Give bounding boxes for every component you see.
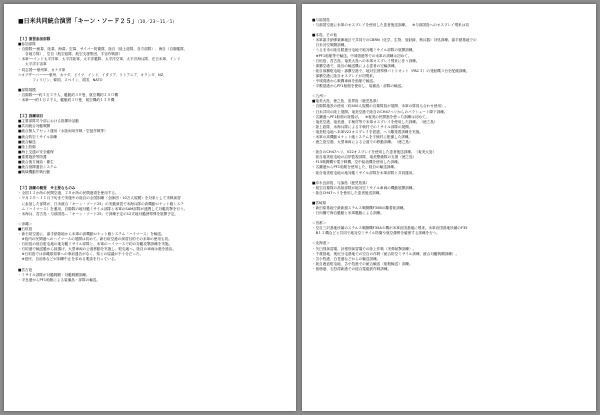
text-line: ・米軍───約１万２千人、艦艇約１０隻、航空機約１２０機	[18, 98, 115, 103]
text-line: ☆オブザーバー───豪州、カナダ、ドイツ、インド、イタリア、リトアニア、オランダ、NZ、	[18, 72, 167, 77]
text-line: ・中城湾港から戦闘車両を船舶で輸送。	[312, 79, 377, 84]
text-line: ・日米共同の陸上展開。奄美空港で陸自のCH47ヘリからのパラシュート降下訓練。	[312, 109, 448, 114]
text-line: ・米軍──インド太平洋軍、太平洋陸軍、太平洋艦隊、太平洋空軍、太平洋海兵隊、在日米軍、インド	[18, 57, 181, 62]
text-line: ＜北海道＞	[312, 241, 330, 246]
text-line: ・平敷屋港からPF1船舶を使用し、装備品・部隊の輸送。	[312, 84, 405, 89]
section-heading: 【３】訓練の概要 ※主要なものみ	[18, 186, 76, 191]
text-line: ■本島、その他	[312, 33, 337, 38]
text-line: フィリピン、韓国、スペイン、英国、NATO	[18, 77, 103, 82]
text-line: ・平良港からPF1船舶による装備品・部隊の輸送。	[18, 277, 100, 282]
text-line: 各地方隊）、空自（航空総隊、航空支援集団、宇宙作戦群）	[18, 52, 123, 57]
right-page-content	[312, 18, 582, 272]
left-text-block	[18, 37, 284, 283]
text-line: ■主要部隊司令部における指揮所活動	[18, 119, 79, 124]
text-line: ・苫小牧港、白老港などからの輸送訓練。	[312, 256, 381, 261]
text-line: ・ミサイル部隊が対艦戦闘・対艦戦闘訓練。	[18, 272, 90, 277]
text-line: ・奄美駐屯地へ米軍V22オスプレイを派遣、ヘリ離発着訓練を実施。	[312, 129, 423, 134]
text-line: ・全国１２か所の民間空港、２０か所の民間港湾を使用する。	[18, 191, 119, 196]
text-line: ・新石垣空港に、嘉手納基地から米軍の高機動ロケット砲システム「ハイマース」を輸送。	[18, 232, 165, 236]
text-line: に参加した部隊が、日米統合「キーン・ソード25」の実動演習で米海兵隊の高機動ロケット砲システ	[18, 201, 184, 206]
text-line: 陸自奄美駐屯地の沿岸監視部隊、奄美警備隊の支援（徳之島）	[312, 155, 417, 160]
text-line: ※島民、自治体などが訓練中止を求める要請を行っている。	[18, 257, 119, 262]
text-line: ＜首都＞	[312, 221, 327, 226]
text-line: ■海上交通の安全確保	[18, 149, 54, 154]
text-line: ・米海兵、宮古島・与那国島…「キーン・ソード25」で訓練予定の12式地対艦誘導弾を展開予定。	[18, 211, 179, 216]
right-text-block	[312, 18, 582, 272]
section-heading: 【１】演習参加部隊	[18, 37, 51, 41]
text-line: ・自衛隊施設の使用（約400人規模の自衛隊員が展開、米軍の隊員も合わせ使用）。	[312, 104, 449, 109]
text-line: ■統合無人アセット運用（水陸両用作戦・空挺作戦等）	[18, 129, 108, 134]
text-line: ・同志国──豪州軍、カナダ軍	[18, 67, 66, 72]
text-line: ＜沖縄＞	[18, 221, 33, 226]
left-page-content	[18, 18, 284, 283]
paragraph-gap	[18, 175, 284, 180]
text-line: ■統合後方補給・衛生	[18, 159, 54, 164]
text-line: ※島内の民間港へのハイマースの展開は初めて。新石垣空港の演習目的での米軍の使用も初。	[18, 237, 172, 242]
text-line: ・自衛隊───約３万３千人、艦艇約３０隻、航空機約２５０機	[18, 92, 118, 97]
title-period: （10／23～11／1）	[137, 20, 177, 25]
text-line: 日米対空戦闘訓練。	[312, 43, 348, 48]
text-line: ・９月２０～１１月下旬まで実施中の陸自の全国訓練（全師団・10万人規模）を対象として実戦演習	[18, 196, 181, 201]
text-line: ■共同統合対艦戦闘	[18, 124, 51, 129]
text-line: ■統合指揮通信システム	[18, 165, 57, 170]
text-line: ・石垣港で輸送艦から陸揚げ、大型車両の公道移動を実施し、駐屯地へ。陸自の車両は港を経由。	[18, 247, 176, 252]
text-line: B１２機などと共同で地対空ミサイル防衛や航空優勢を確保する訓練を行う。	[312, 231, 440, 236]
text-line: ■与那国島	[312, 18, 330, 22]
document-page-right	[302, 4, 596, 411]
text-line: ・留萌港、石狩湾新港での総合電磁波作戦訓練。	[312, 266, 392, 271]
text-line: ■宮崎県	[312, 200, 327, 205]
text-line: ・空自三沢基地所属のステルス戦闘機F35A６機が米軍岩国基地に飛来。米軍岩国基地所属のF35	[312, 226, 468, 231]
text-line: ■統合防空ミサイル訓練	[18, 134, 58, 139]
text-line: ・うるま市の陸自勝連分屯地で地対艦ミサイル部隊の展開訓練。	[312, 48, 416, 53]
text-line: ・航空自衛隊の高射部隊が地対空ミサイル車両の機動展開訓練。	[312, 185, 416, 190]
text-line: ・F15戦闘機や電子戦機、空中給油機を使用した訓練。	[312, 160, 402, 165]
text-line: ・名瀬港へPF1船舶の陸揚げ。 ※奄美の民間港を使った訓練は初めて。	[312, 114, 430, 119]
text-line: ・陸自那覇駐屯地・那覇空港で、地対空誘導弾パトリオット（PAC３）の発射機３台を配備訓練。	[312, 68, 470, 73]
section-heading: 【２】訓練項目	[18, 114, 44, 119]
text-line: ・与那国空港に米軍のオスプレイを使用した患者後送訓練。 ※与那国島へのオスプレイ飛来は初	[312, 23, 469, 28]
text-line: ・陸自鹿追駐屯地、苫小牧港での統合輸送（船舶輸送）訓練。	[312, 261, 413, 266]
text-line: ・日向灘で海自艦艇と米軍艦艇による訓練。	[312, 211, 384, 216]
text-line: ・陸自のCH47ヘリ、V22オスプレイを使用した患者後送訓練。（奄美大島）	[312, 150, 437, 155]
text-line: ・徳之島空港、大型車両による公道での移動訓練。（徳之島）	[312, 140, 413, 145]
paragraph-gap	[18, 103, 284, 108]
text-line: ※石垣島では沖縄県知事への事前通告がなく、県との協議が不十分だった。	[18, 252, 144, 257]
text-line: ・矢臼別演習場、計根別演習場での陸上作戦（実弾射撃訓練）。	[312, 246, 417, 251]
text-line: ■部隊規模	[18, 87, 36, 92]
text-line: ・米軍嘉手納弾薬庫地区で共同でのCBRN（化学、生物、放射線、核兵器）対処訓練。嘉手納基地での	[312, 38, 477, 43]
text-line: ・石垣島、宮古島、奄美大島への米軍オスプレイ飛来に伴う訓練。	[312, 58, 420, 63]
text-line: ・那覇空港で、陸自の輸送機による患者の空輸訓練。	[312, 63, 399, 68]
text-line: ■戦域機動作戦行動	[18, 170, 51, 175]
text-line: ■陸上防衛	[18, 144, 36, 149]
text-line: ■奄美大島、徳之島、喜界島（鹿児島県）	[312, 99, 381, 104]
text-line: ■沖永良部島、与論島（鹿児島県）	[312, 180, 370, 185]
text-line: ム（ハイマース）を運用、自衛隊の地対艦ミサイル部隊と米軍のSAM部隊が連携して対艦攻撃を行う。	[18, 206, 188, 211]
text-line: ・自衛隊──統幕、陸幕、海幕、空幕、サイバー防衛隊、陸自（陸上総隊、各方面隊）、海自（自衛艦隊、	[18, 47, 188, 52]
text-line: ・陸自奄美駐屯地の地対艦ミサイル部隊を米軍部隊と共同運用。	[312, 170, 416, 175]
text-line: ■石垣島	[18, 226, 33, 231]
text-line: ※PF1船舶等で輸送。中城湾港等での米軍の訓練は初めて。	[312, 53, 412, 58]
text-line: ・米軍の高機動ロケット砲システムを宇検村に配備した訓練。	[312, 134, 413, 139]
text-line: ・石垣島の陸自駐屯地の地対艦ミサイル部隊と、米軍のハイマースで約の対艦攻撃訓練を実施。	[18, 242, 173, 247]
document-title	[18, 18, 284, 27]
text-line: ・陸上総隊、米海兵隊による宇検村でのミサイル部隊の展開。	[312, 124, 413, 129]
text-line: ・名瀬港からPF1船舶を使用した、陸自の輸送訓練。	[312, 165, 398, 170]
text-line: ■重要施設等防護	[18, 154, 47, 159]
text-line: ＜九州＞	[312, 94, 327, 99]
text-line: ・千歳基地、奥尻分屯基地での空自の作戦（統合防空ミサイル訓練、統合対艦戦闘訓練）。	[312, 251, 460, 256]
text-line: ・那覇空港に陸自オスプレイが初飛来。	[312, 73, 377, 78]
text-line: 太平洋宇宙軍	[18, 62, 47, 67]
text-line: ■統合輸送	[18, 139, 36, 144]
text-line: ・陸自CH47ヘリを使用した患者後送訓練。	[312, 190, 383, 195]
text-line: ■宮古島	[18, 267, 33, 272]
text-line: ・奄美空港、奄美港、宇検村等で米軍オスプレイを使用した訓練。（徳之島）	[312, 119, 438, 124]
document-page-left	[4, 4, 296, 411]
text-line: ・新田原基地で最新鋭ステルス戦闘機F35Bの離着陸訓練。	[312, 206, 407, 210]
text-line: ■参加部隊	[18, 42, 36, 47]
title-text: ■日米共同統合演習「キーン・ソード２５」	[18, 18, 138, 25]
